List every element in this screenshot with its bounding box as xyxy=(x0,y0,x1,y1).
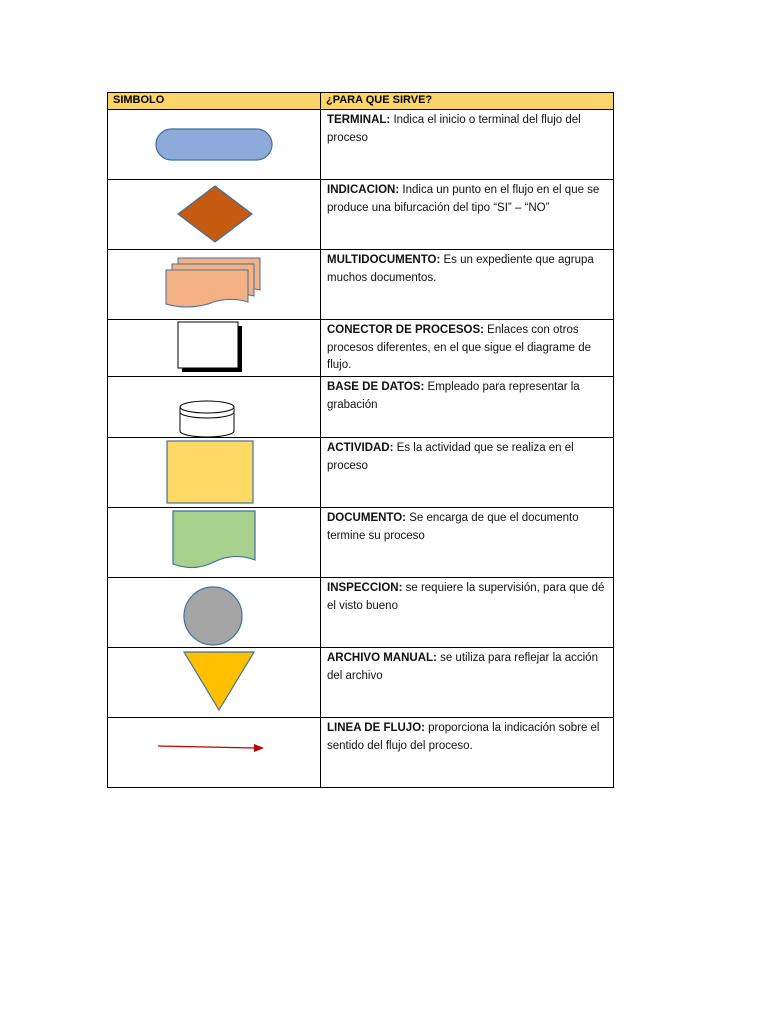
header-para-que-sirve: ¿PARA QUE SIRVE? xyxy=(321,93,614,110)
description-cell xyxy=(321,377,614,438)
symbols-table xyxy=(107,92,614,788)
description-cell xyxy=(321,320,614,377)
terminal-shape-icon xyxy=(155,128,275,162)
term-label: MULTIDOCUMENTO: xyxy=(327,254,441,266)
term-label: TERMINAL: xyxy=(327,114,391,126)
table-row xyxy=(108,578,614,648)
table-row xyxy=(108,508,614,578)
symbol-cell xyxy=(108,250,321,320)
symbol-cell xyxy=(108,180,321,250)
symbol-cell xyxy=(108,438,321,508)
table-header-row xyxy=(108,93,614,110)
table-row xyxy=(108,180,614,250)
term-label: CONECTOR DE PROCESOS: xyxy=(327,324,484,336)
term-label: ACTIVIDAD: xyxy=(327,442,394,454)
term-label: INDICACION: xyxy=(327,184,400,196)
term-label: LINEA DE FLUJO: xyxy=(327,722,425,734)
activity-rectangle-icon xyxy=(166,440,254,504)
description-indicacion: INDICACION: Indica un punto en el flujo en el que se produce una bifurcación del tipo “SI” – “NO” xyxy=(327,184,600,214)
description-conector: CONECTOR DE PROCESOS: Enlaces con otros procesos diferentes, en el que sigue el diagrame de flujo. xyxy=(327,324,592,371)
description-documento: DOCUMENTO: Se encarga de que el documento termine su proceso xyxy=(327,512,579,542)
decision-diamond-icon xyxy=(176,184,254,244)
description-base-de-datos: BASE DE DATOS: Empleado para representar la grabación xyxy=(327,381,580,411)
symbol-cell xyxy=(108,648,321,718)
description-inspeccion: INSPECCION: se requiere la supervisión, para que dé el visto bueno xyxy=(327,582,605,612)
document-shape-icon xyxy=(172,510,258,572)
term-label: ARCHIVO MANUAL: xyxy=(327,652,437,664)
header-simbolo: SIMBOLO xyxy=(108,93,321,110)
table-row xyxy=(108,377,614,438)
description-cell xyxy=(321,718,614,788)
connector-shape-icon xyxy=(176,320,248,376)
multidocument-shape-icon xyxy=(164,256,262,308)
symbol-cell xyxy=(108,320,321,377)
manual-file-triangle-icon xyxy=(182,650,256,712)
description-cell xyxy=(321,250,614,320)
table-row xyxy=(108,250,614,320)
term-label: BASE DE DATOS: xyxy=(327,381,425,393)
database-cylinder-icon xyxy=(178,399,236,439)
term-label: INSPECCION: xyxy=(327,582,403,594)
table-row xyxy=(108,320,614,377)
description-actividad: ACTIVIDAD: Es la actividad que se realiza en el proceso xyxy=(327,442,574,472)
description-cell xyxy=(321,578,614,648)
description-cell xyxy=(321,648,614,718)
description-multidocumento: MULTIDOCUMENTO: Es un expediente que agrupa muchos documentos. xyxy=(327,254,594,284)
table-row xyxy=(108,438,614,508)
description-cell xyxy=(321,508,614,578)
symbol-cell xyxy=(108,578,321,648)
symbol-cell xyxy=(108,508,321,578)
symbol-cell xyxy=(108,718,321,788)
table-row xyxy=(108,718,614,788)
table-row xyxy=(108,110,614,180)
flow-line-arrow-icon xyxy=(156,742,266,754)
description-cell xyxy=(321,180,614,250)
inspection-circle-icon xyxy=(182,586,244,648)
description-archivo-manual: ARCHIVO MANUAL: se utiliza para reflejar la acción del archivo xyxy=(327,652,598,682)
description-linea-de-flujo: LINEA DE FLUJO: proporciona la indicación sobre el sentido del flujo del proceso. xyxy=(327,722,600,752)
description-cell xyxy=(321,438,614,508)
description-terminal: TERMINAL: Indica el inicio o terminal del flujo del proceso xyxy=(327,114,581,144)
table-row xyxy=(108,648,614,718)
term-label: DOCUMENTO: xyxy=(327,512,407,524)
description-cell xyxy=(321,110,614,180)
symbol-cell xyxy=(108,110,321,180)
symbol-cell xyxy=(108,377,321,438)
